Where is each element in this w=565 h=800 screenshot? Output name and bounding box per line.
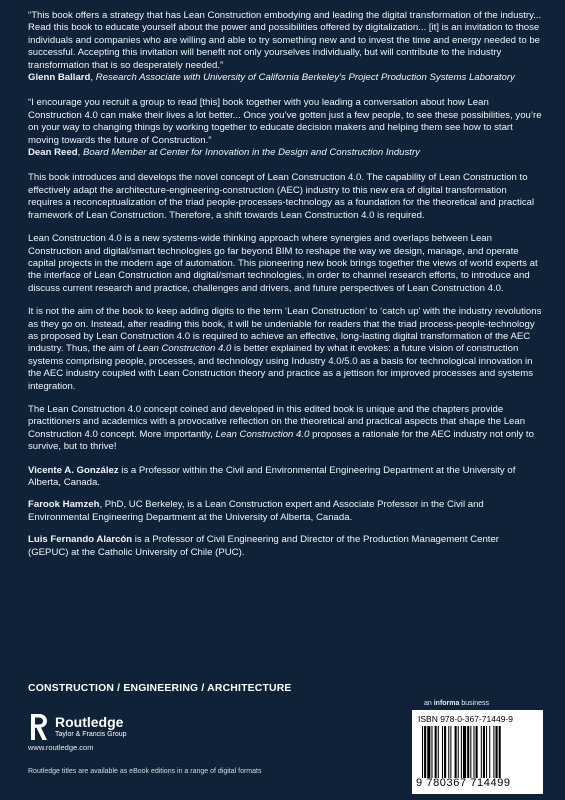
subject-category: CONSTRUCTION / ENGINEERING / ARCHITECTURE	[28, 683, 292, 694]
barcode-digits: 9 780367 714499	[416, 777, 511, 789]
author-name: Luis Fernando Alarcón	[28, 534, 133, 546]
barcode-bar	[442, 726, 443, 778]
barcode-bar	[455, 726, 457, 778]
quote-text: “This book offers a strategy that has Lean Construction embodying and leading the digital transformation of the industry... Read this book to educate yourself about the power and possibilities offered by digitalization... [it] is an invitation to those individuals and companies who are willing and able to try something new and to invest the time and energy needed to be successful. Accepting this invitation will benefit not only yourselves individually, but will contribute to the industry transformation that is so desperately needed.”	[28, 10, 542, 71]
informa-business-label: an informa business	[424, 700, 489, 707]
quote-role: Board Member at Center for Innovation in the Design and Construction Industry	[82, 147, 420, 159]
author-name: Farook Hamzeh	[28, 499, 100, 511]
barcode-bar	[422, 726, 423, 778]
author-bio-alarcon: Luis Fernando Alarcón is a Professor of Civil Engineering and Director of the Production Management Center (GEPUC) at the Catholic University of Chile (PUC).	[28, 534, 500, 558]
barcode-bar	[463, 726, 466, 778]
barcode-bar	[496, 726, 498, 778]
barcode-bar	[499, 726, 501, 778]
back-cover-text	[28, 10, 542, 569]
barcode-bar	[467, 726, 469, 778]
barcode-bar	[470, 726, 471, 778]
barcode-bar	[489, 726, 490, 778]
barcode-bar	[450, 726, 451, 778]
description-paragraph-1: This book introduces and develops the novel concept of Lean Construction 4.0. The capability of Lean Construction to effectively adapt the architecture-engineering-construction (AEC) industry to this new era of digital transformation requires a reconceptualization of the triad people-processes-technology as a foundation for the theoretical and practical framework of Lean Construction. Therefore, a shift towards Lean Construction 4.0 is required.	[28, 172, 535, 221]
barcode-bar	[473, 726, 474, 778]
isbn-barcode	[412, 710, 543, 794]
barcode-bar	[444, 726, 446, 778]
quote-author: Dean Reed	[28, 147, 78, 159]
barcode-bar	[438, 726, 439, 778]
quote-author: Glenn Ballard	[28, 72, 91, 84]
quote-ballard	[28, 10, 542, 84]
barcode-bar	[486, 726, 487, 778]
barcode-bar	[493, 726, 494, 778]
quote-attribution: Dean Reed, Board Member at Center for Innovation in the Design and Construction Industry	[28, 147, 420, 159]
barcode-bar	[483, 726, 485, 778]
author-bio-gonzalez: Vicente A. González is a Professor within the Civil and Environmental Engineering Department at the University of Alberta, Canada.	[28, 464, 516, 488]
publisher-name: Routledge	[55, 714, 124, 730]
isbn-label: ISBN 978-0-367-71449-9	[418, 714, 513, 724]
quote-reed	[28, 97, 542, 159]
quote-attribution: Glenn Ballard, Research Associate with University of California Berkeley’s Project Production Systems Laboratory	[28, 72, 515, 84]
barcode-bar	[427, 726, 430, 778]
ebook-note: Routledge titles are available as eBook editions in a range of digital formats	[28, 768, 262, 775]
barcode-bar	[448, 726, 449, 778]
quote-role: Research Associate with University of California Berkeley’s Project Production Systems Laboratory	[95, 72, 515, 84]
description-paragraph-3: It is not the aim of the book to keep adding digits to the term ‘Lean Construction’ to ‘catch up’ with the industry revolutions as they go on. Instead, after reading this book, it will be undeniable for readers that the triad process-people-technology as proposed by Lean Construction 4.0 is required to achieve an effective, long-lasting digital transformation of the AEC industry. Thus, the aim of Lean Construction 4.0 is better explained by what it evokes: a future vision of construction systems comprising people, processes, and technology using Industry 4.0/5.0 as a basis for technological innovation in the AEC industry coupled with Lean Construction theory and practice as a jettison for improved processes and systems integration.	[28, 306, 542, 392]
barcode-bar	[431, 726, 432, 778]
publisher-logo	[28, 712, 127, 742]
barcode-bar	[435, 726, 437, 778]
description-paragraph-2: Lean Construction 4.0 is a new systems-wide thinking approach where synergies and overlaps between Lean Construction and digital/smart technologies go far beyond BIM to reshape the way we design, manage, and operate capital projects in the modern age of automation. This pioneering new book brings together the views of world experts at the interface of Lean Construction and digital/smart technologies, in order to channel research efforts, to introduce and discuss current research and practice, challenges and drivers, and future perspectives of Lean Construction 4.0.	[28, 233, 538, 294]
author-bio-hamzeh: Farook Hamzeh, PhD, UC Berkeley, is a Lean Construction expert and Associate Professor in the Civil and Environmental Engineering Department at the University of Alberta, Canada.	[28, 499, 484, 523]
barcode-bar	[458, 726, 459, 778]
barcode-bar	[461, 726, 462, 778]
description-paragraph-4: The Lean Construction 4.0 concept coined and developed in this edited book is unique and the chapters provide practitioners and academics with a provocative reflection on the theoretical and practical aspects that shape the Lean Construction 4.0 concept. More importantly, Lean Construction 4.0 proposes a rationale for the AEC industry not only to survive, but to thrive!	[28, 403, 534, 453]
barcode-bar	[476, 726, 478, 778]
routledge-r-icon	[28, 712, 50, 742]
publisher-website[interactable]: www.routledge.com	[28, 743, 94, 752]
quote-text: “I encourage you recruit a group to read [this] book together with you leading a conversation about how Lean Construction 4.0 can make their lives a lot better... Once you’ve gotten just a few people, to see these possibilities, you’re on your way to changing things by working together to educate decision makers and helping them see how to start moving towards the future of Construction.”	[28, 97, 542, 146]
barcode-bar	[424, 726, 426, 778]
barcode-bars	[418, 726, 538, 778]
barcode-bar	[481, 726, 482, 778]
publisher-group: Taylor & Francis Group	[55, 731, 127, 738]
author-name: Vicente A. González	[28, 464, 119, 476]
